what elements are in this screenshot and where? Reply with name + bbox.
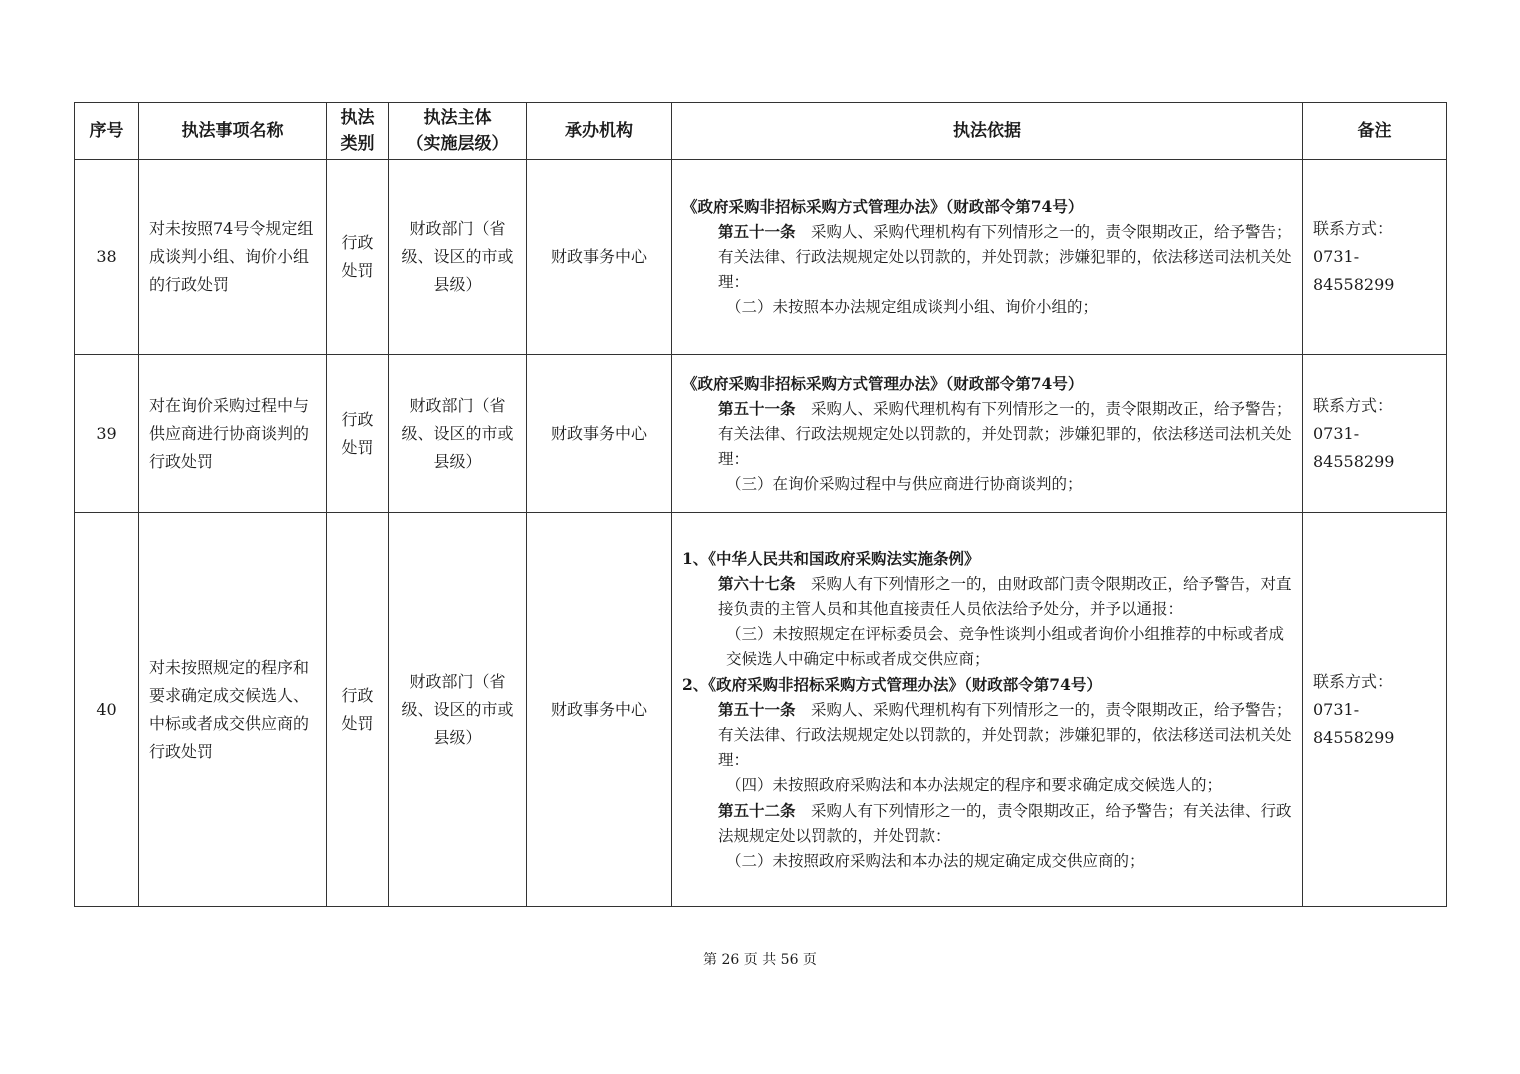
row-number: 39 <box>75 355 139 513</box>
basis-article: 第五十一条 采购人、采购代理机构有下列情形之一的，责令限期改正，给予警告；有关法律、行政法规规定处以罚款的，并处罚款；涉嫌犯罪的，依法移送司法机关处理： <box>718 398 1292 468</box>
contact-phone: 0731-84558299 <box>1313 699 1395 747</box>
basis-title: 《政府采购非招标采购方式管理办法》（财政部令第74号） <box>682 373 1084 393</box>
basis-item: （二）未按照本办法规定组成谈判小组、询价小组的； <box>726 298 1099 316</box>
legal-basis <box>672 160 1303 355</box>
page-footer: 第 26 页 共 56 页 <box>703 952 817 968</box>
article-head: 第五十一条 <box>718 398 796 418</box>
contact-label: 联系方式： <box>1313 671 1394 691</box>
article-head: 第五十一条 <box>718 699 796 719</box>
legal-basis <box>672 513 1303 907</box>
table-row <box>75 513 1447 907</box>
article-head: 第五十二条 <box>718 800 796 820</box>
row-number: 40 <box>75 513 139 907</box>
item-name: 对未按照74号令规定组成谈判小组、询价小组的行政处罚 <box>139 160 327 355</box>
subject: 财政部门（省级、设区的市或县级） <box>389 355 527 513</box>
agency: 财政事务中心 <box>527 355 672 513</box>
basis-title: 《政府采购非招标采购方式管理办法》（财政部令第74号） <box>682 197 1084 216</box>
category: 行政处罚 <box>327 355 389 513</box>
contact-phone: 0731-84558299 <box>1313 423 1395 471</box>
article-head: 第六十七条 <box>718 573 796 593</box>
category: 行政处罚 <box>327 160 389 355</box>
note-cell <box>1303 513 1447 907</box>
table-row <box>75 160 1447 355</box>
contact-phone: 0731-84558299 <box>1313 247 1395 294</box>
basis-article: 第五十一条 采购人、采购代理机构有下列情形之一的，责令限期改正，给予警告；有关法律、行政法规规定处以罚款的，并处罚款；涉嫌犯罪的，依法移送司法机关处理： <box>718 699 1292 769</box>
enforcement-table <box>74 102 1447 907</box>
basis-item: （二）未按照政府采购法和本办法的规定确定成交供应商的； <box>726 851 1145 870</box>
article-head: 第五十一条 <box>718 222 796 241</box>
header-agency: 承办机构 <box>527 103 672 160</box>
subject: 财政部门（省级、设区的市或县级） <box>389 160 527 355</box>
table-row <box>75 355 1447 513</box>
contact-label: 联系方式： <box>1313 219 1394 238</box>
subject: 财政部门（省级、设区的市或县级） <box>389 513 527 907</box>
agency: 财政事务中心 <box>527 160 672 355</box>
header-subject: 执法主体 （实施层级） <box>389 103 527 160</box>
basis-item: （四）未按照政府采购法和本办法规定的程序和要求确定成交候选人的； <box>726 775 1223 794</box>
item-name: 对在询价采购过程中与供应商进行协商谈判的行政处罚 <box>139 355 327 513</box>
basis-article: 第五十二条 采购人有下列情形之一的，责令限期改正，给予警告；有关法律、行政法规规定处以罚款的，并处罚款： <box>718 800 1292 845</box>
basis-title: 2、《政府采购非招标采购方式管理办法》（财政部令第74号） <box>682 674 1102 694</box>
basis-item: （三）在询价采购过程中与供应商进行协商谈判的； <box>726 474 1083 493</box>
header-note: 备注 <box>1303 103 1447 160</box>
header-category: 执法 类别 <box>327 103 389 160</box>
header-no: 序号 <box>75 103 139 160</box>
table-header-row <box>75 103 1447 160</box>
note-cell <box>1303 355 1447 513</box>
contact-label: 联系方式： <box>1313 395 1394 415</box>
basis-article: 第五十一条 采购人、采购代理机构有下列情形之一的，责令限期改正，给予警告；有关法律、行政法规规定处以罚款的，并处罚款；涉嫌犯罪的，依法移送司法机关处理： <box>718 222 1292 291</box>
row-number: 38 <box>75 160 139 355</box>
item-name: 对未按照规定的程序和要求确定成交候选人、中标或者成交供应商的行政处罚 <box>139 513 327 907</box>
agency: 财政事务中心 <box>527 513 672 907</box>
header-basis: 执法依据 <box>672 103 1303 160</box>
legal-basis <box>672 355 1303 513</box>
basis-item: （三）未按照规定在评标委员会、竞争性谈判小组或者询价小组推荐的中标或者成交候选人中确定中标或者成交供应商； <box>726 624 1285 668</box>
basis-title: 1、《中华人民共和国政府采购法实施条例》 <box>682 548 980 568</box>
header-name: 执法事项名称 <box>139 103 327 160</box>
note-cell <box>1303 160 1447 355</box>
basis-article: 第六十七条 采购人有下列情形之一的，由财政部门责令限期改正，给予警告，对直接负责的主管人员和其他直接责任人员依法给予处分，并予以通报： <box>718 573 1292 618</box>
category: 行政处罚 <box>327 513 389 907</box>
